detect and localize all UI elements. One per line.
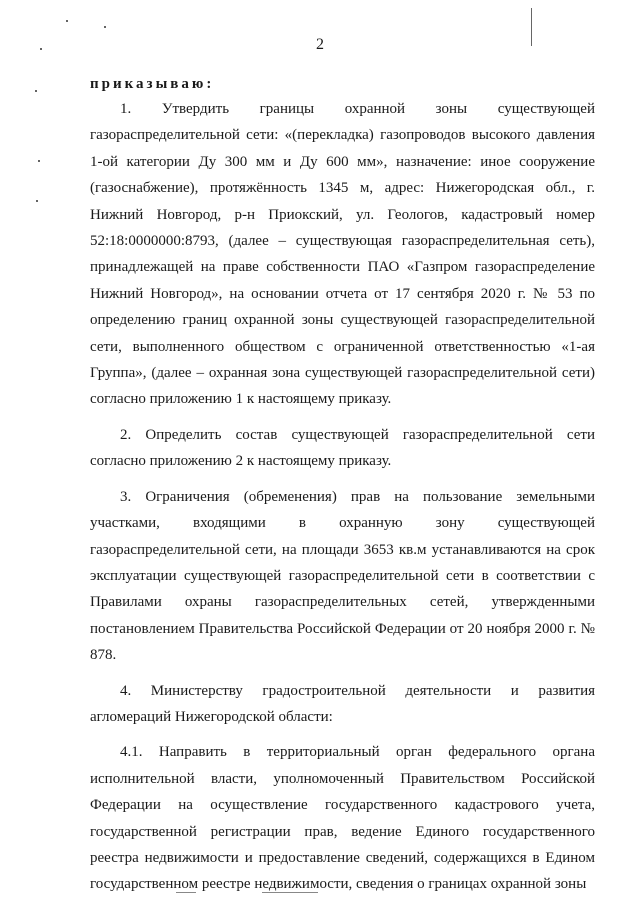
- paragraph-1: 1. Утвердить границы охранной зоны существующей газораспределительной сети: «(перекладка) газопроводов высокого давления 1-ой категории Ду 300 мм и Ду 600 мм», назначение: иное сооружение (газоснабжение), протяжённость 1345 м, адрес: Нижегородская обл., г. Нижний Новгород, р-н Приокский, ул. Геологов, кадастровый номер 52:18:0000000:8793, (далее – существующая газораспределительная сеть), принадлежащей на праве собственности ПАО «Газпром газораспределение Нижний Новгород», на основании отчета от 17 сентября 2020 г. № 53 по определению границ охранной зоны существующей газораспределительной сети, выполненного обществом с ограниченной ответственностью «1-ая Группа», (далее – охранная зона существующей газораспределительной сети) согласно приложению 1 к настоящему приказу.: [90, 101, 595, 408]
- paragraph-2: 2. Определить состав существующей газораспределительной сети согласно приложению 2 к настоящему приказу.: [90, 426, 595, 470]
- paragraph-4-1: 4.1. Направить в территориальный орган федерального органа исполнительной власти, уполномоченный Правительством Российской Федерации на осуществление государственного кадастрового учета, государственной регистрации прав, ведение Единого государственного реестра недвижимости и предоставление сведений, содержащихся в Едином государственном реестре недвижимости, сведения о границах охранной зоны: [90, 744, 595, 893]
- scan-speck: [66, 20, 68, 22]
- document-body: [90, 96, 595, 898]
- scan-speck: [104, 26, 106, 28]
- order-heading: приказываю:: [90, 76, 215, 92]
- scan-mark: [176, 892, 196, 893]
- paragraph-4: 4. Министерству градостроительной деятельности и развития агломераций Нижегородской области:: [90, 682, 595, 725]
- scan-speck: [38, 160, 40, 162]
- page-number: 2: [316, 36, 324, 53]
- scan-speck: [36, 200, 38, 202]
- paragraph-3: 3. Ограничения (обременения) прав на пользование земельными участками, входящими в охранную зону существующей газораспределительной сети, на площади 3653 кв.м устанавливаются на срок эксплуатации существующей газораспределительной сети в соответствии с Правилами охраны газораспределительных сетей, утвержденными постановлением Правительства Российской Федерации от 20 ноября 2000 г. № 878.: [90, 488, 595, 664]
- scan-mark: [262, 892, 318, 893]
- scan-speck: [35, 90, 37, 92]
